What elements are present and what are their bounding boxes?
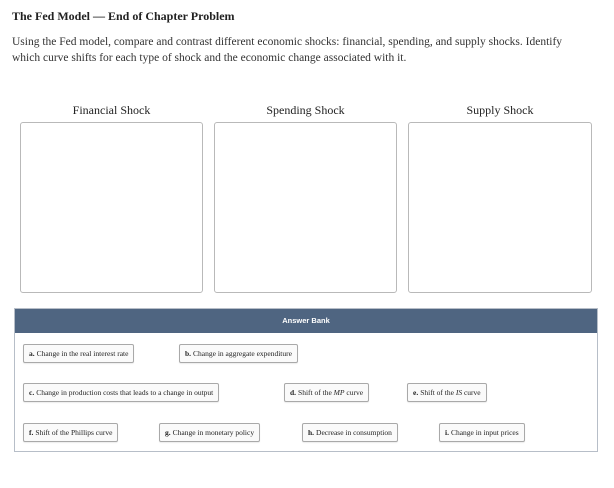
answer-bank bbox=[14, 308, 598, 452]
answer-text-italic: MP bbox=[333, 388, 345, 397]
answer-chip-c[interactable] bbox=[23, 383, 219, 402]
answer-letter: e. bbox=[413, 388, 419, 397]
answer-letter: b. bbox=[185, 349, 192, 358]
answer-letter: a. bbox=[29, 349, 35, 358]
answer-letter: f. bbox=[29, 428, 34, 437]
drop-zone-supply-shock[interactable] bbox=[408, 122, 592, 293]
drop-zone-spending-shock[interactable] bbox=[214, 122, 397, 293]
instructions-line-2: which curve shifts for each type of shock and the economic change associated with it. bbox=[12, 52, 407, 64]
answer-text-italic: IS bbox=[455, 388, 463, 397]
answer-chip-e[interactable] bbox=[407, 383, 487, 402]
answer-text: Decrease in consumption bbox=[316, 428, 392, 437]
answer-bank-header: Answer Bank bbox=[15, 309, 597, 333]
column-label-spending-shock: Spending Shock bbox=[266, 103, 345, 117]
answer-text: Change in input prices bbox=[450, 428, 519, 437]
drop-zone-financial-shock[interactable] bbox=[20, 122, 203, 293]
answer-letter: c. bbox=[29, 388, 35, 397]
column-label-supply-shock: Supply Shock bbox=[466, 103, 534, 117]
answer-text: Change in aggregate expenditure bbox=[193, 349, 292, 358]
answer-letter: h. bbox=[308, 428, 315, 437]
answer-text-pre: Shift of the bbox=[298, 388, 334, 397]
answer-letter: d. bbox=[290, 388, 297, 397]
answer-text-pre: Shift of the bbox=[420, 388, 456, 397]
page-title: The Fed Model — End of Chapter Problem bbox=[12, 9, 235, 23]
answer-chip-d[interactable] bbox=[284, 383, 369, 402]
answer-text: Change in the real interest rate bbox=[36, 349, 129, 358]
answer-chip-h[interactable] bbox=[302, 423, 398, 442]
answer-chip-i[interactable] bbox=[439, 423, 525, 442]
answer-letter: g. bbox=[165, 428, 171, 437]
column-label-financial-shock: Financial Shock bbox=[72, 103, 151, 117]
answer-chip-f[interactable] bbox=[23, 423, 118, 442]
answer-text-post: curve bbox=[462, 388, 481, 397]
answer-chip-g[interactable] bbox=[159, 423, 260, 442]
answer-text-post: curve bbox=[344, 388, 364, 397]
answer-text: Shift of the Phillips curve bbox=[35, 428, 113, 437]
answer-text: Change in production costs that leads to a change in output bbox=[36, 388, 214, 397]
answer-letter: i. bbox=[445, 428, 449, 437]
answer-chip-b[interactable] bbox=[179, 344, 298, 363]
answer-text: Change in monetary policy bbox=[172, 428, 255, 437]
instructions-line-1: Using the Fed model, compare and contrast different economic shocks: financial, spending, and supply shocks. Identify bbox=[12, 36, 563, 48]
answer-chip-a[interactable] bbox=[23, 344, 134, 363]
instructions bbox=[12, 34, 602, 66]
